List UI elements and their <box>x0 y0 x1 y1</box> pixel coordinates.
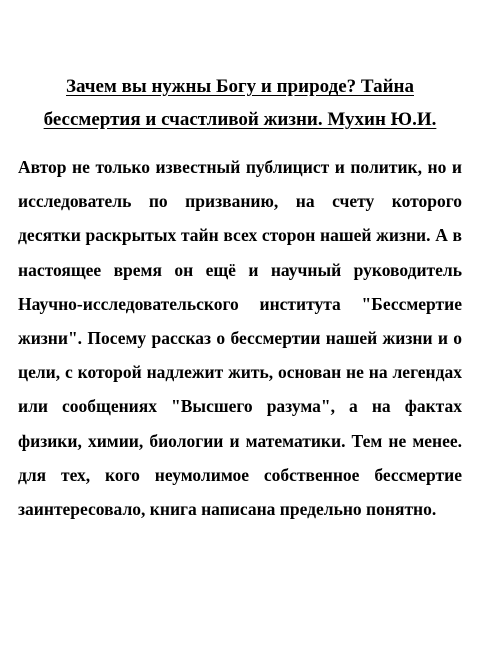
document-title: Зачем вы нужны Богу и природе? Тайна бессмертия и счастливой жизни. Мухин Ю.И. <box>43 76 437 130</box>
document-body-paragraph: Автор не только известный публицист и политик, но и исследователь по призванию, на счету которого десятки раскрытых тайн всех сторон нашей жизни. А в настоящее время он ещё и научный руководитель Научно-исследовательского института "Бессмертие жизни". Посему рассказ о бессмертии нашей жизни и о цели, с которой надлежит жить, основан не на легендах или сообщениях "Высшего разума", а на фактах физики, химии, биологии и математики. Тем не менее. для тех, кого неумолимое собственное бессмертие заинтересовало, книга написана предельно понятно. <box>18 157 462 520</box>
